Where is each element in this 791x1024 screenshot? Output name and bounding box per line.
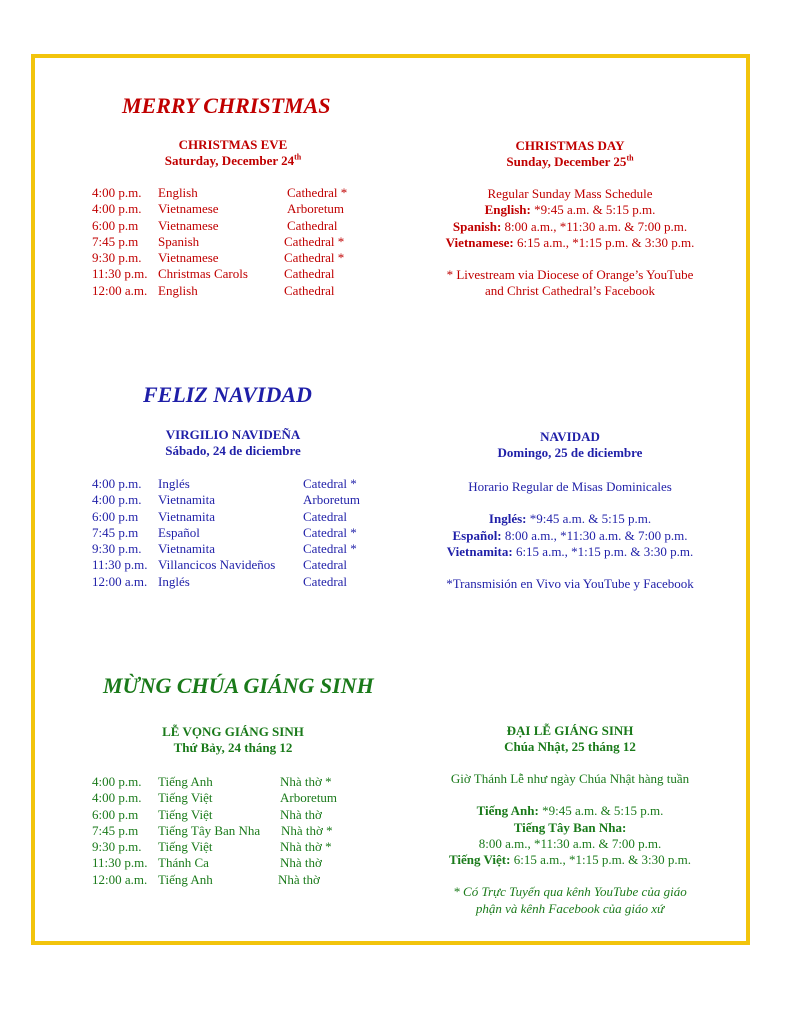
christmas-eve-header	[128, 137, 338, 169]
schedule-line: Español: 8:00 a.m., *11:30 a.m. & 7:00 p.m.	[452, 527, 688, 543]
schedule-row: 4:00 p.m. Tiếng Việt Arboretum	[92, 790, 338, 806]
christmas-eve-schedule	[92, 185, 372, 299]
schedule-line: Inglés: *9:45 a.m. & 5:15 p.m.	[488, 511, 652, 527]
schedule-row: 7:45 p.m Spanish Cathedral *	[92, 233, 345, 249]
navidad-title: NAVIDAD	[540, 429, 600, 444]
schedule-row: 7:45 p.m Español Catedral *	[92, 524, 357, 540]
schedule-row: 11:30 p.m. Villancicos Navideños Catedral	[92, 557, 348, 573]
christmas-day-title: CHRISTMAS DAY	[515, 138, 625, 153]
christmas-day-schedule	[400, 186, 740, 300]
schedule-row: 4:00 p.m. Vietnamita Arboretum	[92, 492, 361, 508]
schedule-row: 12:00 a.m. Tiếng Anh Nhà thờ	[92, 871, 320, 887]
schedule-row: 6:00 p.m Vietnamese Cathedral	[92, 217, 338, 233]
schedule-row: 9:30 p.m. Vietnamita Catedral *	[92, 541, 357, 557]
navidad-header	[430, 429, 710, 461]
schedule-line: Tiếng Tây Ban Nha:	[513, 819, 627, 835]
schedule-row: 6:00 p.m Vietnamita Catedral	[92, 508, 348, 524]
schedule-row: 7:45 p.m Tiếng Tây Ban Nha Nhà thờ *	[92, 822, 333, 838]
schedule-row: 9:30 p.m. Vietnamese Cathedral *	[92, 250, 345, 266]
virgilio-schedule	[92, 476, 382, 590]
heading-merry-christmas: MERRY CHRISTMAS	[122, 93, 331, 118]
schedule-title: Horario Regular de Misas Dominicales	[468, 479, 672, 494]
schedule-line: Tiếng Anh: *9:45 a.m. & 5:15 p.m.	[476, 803, 664, 819]
le-vong-header	[118, 724, 348, 756]
dai-le-date: Chúa Nhật, 25 tháng 12	[504, 739, 636, 754]
schedule-row: 4:00 p.m. English Cathedral *	[92, 185, 348, 200]
schedule-row: 4:00 p.m. Tiếng Anh Nhà thờ *	[92, 774, 332, 789]
christmas-day-header	[430, 138, 710, 170]
dai-le-schedule	[385, 771, 755, 917]
livestream-note: * Có Trực Tuyến qua kênh YouTube của giáo	[453, 884, 687, 900]
heading-feliz-navidad: FELIZ NAVIDAD	[143, 382, 312, 407]
navidad-date: Domingo, 25 de diciembre	[497, 445, 643, 460]
schedule-row: 4:00 p.m. Vietnamese Arboretum	[92, 201, 345, 217]
christmas-eve-title: CHRISTMAS EVE	[178, 137, 288, 152]
le-vong-title: LỄ VỌNG GIÁNG SINH	[162, 724, 304, 739]
schedule-row: 9:30 p.m. Tiếng Việt Nhà thờ *	[92, 839, 332, 855]
schedule-row: 4:00 p.m. Inglés Catedral *	[92, 476, 357, 491]
schedule-title: Regular Sunday Mass Schedule	[487, 186, 653, 201]
navidad-schedule	[385, 479, 755, 592]
livestream-note-cont: and Christ Cathedral’s Facebook	[484, 283, 656, 299]
le-vong-date: Thứ Bảy, 24 tháng 12	[173, 740, 293, 755]
schedule-line: Vietnamita: 6:15 a.m., *1:15 p.m. & 3:30 p.m.	[446, 543, 694, 559]
christmas-day-date: Sunday, December 25th	[506, 153, 634, 169]
livestream-note: *Transmisión en Vivo via YouTube y Facebook	[446, 576, 694, 592]
livestream-note: * Livestream via Diocese of Orange’s YouTube	[446, 267, 694, 283]
livestream-note-cont: phận và kênh Facebook của giáo xứ	[475, 900, 665, 916]
schedule-line: Tiếng Việt: 6:15 a.m., *1:15 p.m. & 3:30 p.m.	[448, 852, 692, 868]
schedule-row: 12:00 a.m. English Cathedral	[92, 282, 335, 298]
virgilio-date: Sábado, 24 de diciembre	[165, 443, 301, 458]
schedule-line: 8:00 a.m., *11:30 a.m. & 7:00 p.m.	[478, 835, 662, 851]
schedule-line: Vietnamese: 6:15 a.m., *1:15 p.m. & 3:30 p.m.	[445, 234, 695, 250]
dai-le-title: ĐẠI LỄ GIÁNG SINH	[506, 723, 634, 738]
virgilio-title: VIRGILIO NAVIDEÑA	[165, 427, 301, 442]
heading-mung-chua-giang-sinh: MỪNG CHÚA GIÁNG SINH	[103, 673, 374, 698]
dai-le-header	[430, 723, 710, 755]
christmas-eve-date: Saturday, December 24th	[164, 152, 302, 168]
le-vong-schedule	[92, 774, 382, 888]
schedule-line: Spanish: 8:00 a.m., *11:30 a.m. & 7:00 p.m.	[452, 218, 688, 234]
schedule-row: 12:00 a.m. Inglés Catedral	[92, 573, 348, 589]
schedule-line: English: *9:45 a.m. & 5:15 p.m.	[484, 202, 656, 218]
schedule-title: Giờ Thánh Lễ như ngày Chúa Nhật hàng tuần	[450, 771, 690, 786]
schedule-row: 11:30 p.m. Thánh Ca Nhà thờ	[92, 855, 322, 871]
schedule-row: 11:30 p.m. Christmas Carols Cathedral	[92, 266, 335, 282]
virgilio-header	[128, 427, 338, 459]
schedule-row: 6:00 p.m Tiếng Việt Nhà thờ	[92, 806, 322, 822]
